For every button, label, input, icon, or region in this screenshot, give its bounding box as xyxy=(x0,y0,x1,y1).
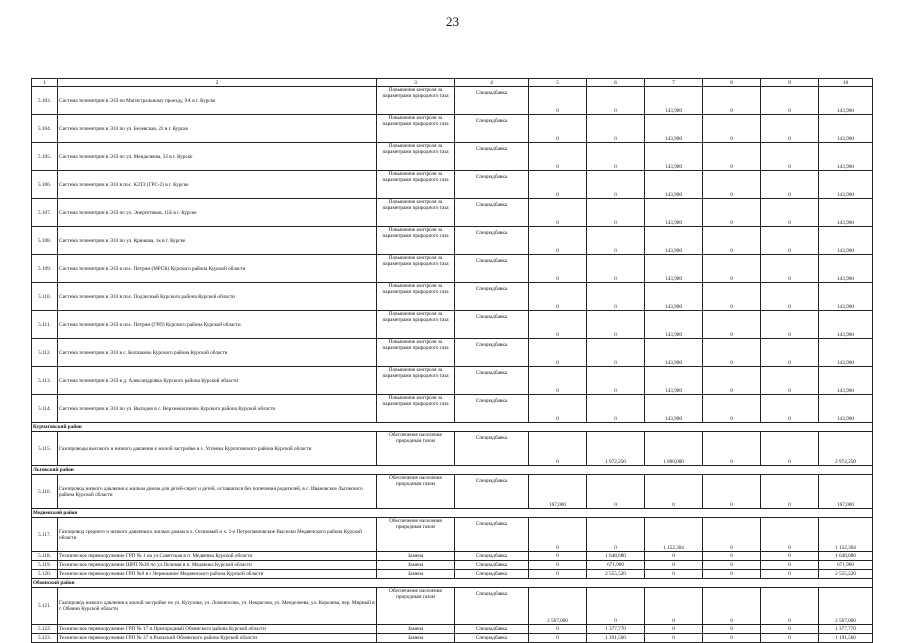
row-number: 5.112. xyxy=(32,339,58,367)
purpose-cell: Повышение контроля за параметрами природного газа xyxy=(377,171,455,199)
value-cell: 0 xyxy=(645,570,703,579)
value-cell: 671,960 xyxy=(587,561,645,570)
value-cell: 143,900 xyxy=(645,171,703,199)
value-cell: 0 xyxy=(761,432,819,466)
object-name: Система телеметрии в ЭЗЗ в д. Александровка Курского района Курской области xyxy=(58,367,377,395)
purpose-cell: Обеспечение населения природным газом xyxy=(377,475,455,509)
value-cell: 0 xyxy=(761,227,819,255)
object-name: Техническое перевооружение ГРП № 1 на ул.Советская в п. Медвенка Курской области xyxy=(58,552,377,561)
value-cell: 0 xyxy=(529,115,587,143)
section-row xyxy=(32,579,873,588)
value-cell: 0 xyxy=(587,367,645,395)
purpose-cell: Повышение контроля за параметрами природного газа xyxy=(377,311,455,339)
value-cell: 0 xyxy=(703,339,761,367)
value-cell: 0 xyxy=(703,227,761,255)
total-cell: 2 972,250 xyxy=(819,432,873,466)
purpose-cell: Повышение контроля за параметрами природного газа xyxy=(377,227,455,255)
value-cell: 0 xyxy=(645,552,703,561)
funding-source: Спецнадбавка xyxy=(455,115,529,143)
funding-source: Спецнадбавка xyxy=(455,255,529,283)
row-number: 5.109. xyxy=(32,255,58,283)
object-name: Газопровод среднего и низкого давления к жилым домам в х. Осиновый и х. 2-е Петропавловские Выселки Медвенского района Курской области xyxy=(58,518,377,552)
total-cell: 2 555,520 xyxy=(819,570,873,579)
table-row xyxy=(32,588,873,625)
object-name: Система телеметрии в ЭЗЗ в пос. Подлесный Курского района Курской области xyxy=(58,283,377,311)
funding-source: Спецнадбавка xyxy=(455,561,529,570)
value-cell: 0 xyxy=(703,395,761,423)
object-name: Система телеметрии в ЭЗЗ в пос. Петрин (ГРП) Курского района Курской области xyxy=(58,311,377,339)
section-row xyxy=(32,423,873,432)
column-number: 1 xyxy=(32,79,58,87)
object-name: Техническое перевооружение ГРП № 17 п.Пригородный Обоянского района Курской области xyxy=(58,625,377,634)
purpose-cell: Обеспечение населения природным газом xyxy=(377,588,455,625)
purpose-cell: Замена xyxy=(377,570,455,579)
purpose-cell: Замена xyxy=(377,561,455,570)
row-number: 5.120. xyxy=(32,570,58,579)
row-number: 5.105. xyxy=(32,143,58,171)
table-row xyxy=(32,227,873,255)
value-cell: 0 xyxy=(529,625,587,634)
table-row xyxy=(32,395,873,423)
row-number: 5.103. xyxy=(32,87,58,115)
funding-source: Спецнадбавка xyxy=(455,143,529,171)
table-row xyxy=(32,115,873,143)
value-cell: 0 xyxy=(587,255,645,283)
funding-source: Спецнадбавка xyxy=(455,339,529,367)
object-name: Техническое перевооружение ГРП №9 в с.Чермошное Медвенского района Курской области xyxy=(58,570,377,579)
object-name: Система телеметрии в ЭЗЗ по ул. Крюкова, 1к в г. Курске xyxy=(58,227,377,255)
value-cell: 0 xyxy=(587,143,645,171)
section-title: Льговский район xyxy=(32,466,873,475)
value-cell: 0 xyxy=(587,395,645,423)
value-cell: 0 xyxy=(761,87,819,115)
value-cell: 0 xyxy=(587,588,645,625)
row-number: 5.119. xyxy=(32,561,58,570)
value-cell: 0 xyxy=(761,625,819,634)
value-cell: 0 xyxy=(703,199,761,227)
row-number: 5.123. xyxy=(32,634,58,643)
section-title: Обоянский район xyxy=(32,579,873,588)
value-cell: 0 xyxy=(587,227,645,255)
table-row xyxy=(32,87,873,115)
value-cell: 0 xyxy=(529,227,587,255)
value-cell: 0 xyxy=(529,518,587,552)
purpose-cell: Обеспечение населения природным газом xyxy=(377,518,455,552)
object-name: Система телеметрии в ЭЗЗ по ул. Энергетиков, 11Б в г. Курске xyxy=(58,199,377,227)
total-cell: 1 377,770 xyxy=(819,625,873,634)
value-cell: 0 xyxy=(703,518,761,552)
value-cell: 0 xyxy=(761,395,819,423)
funding-source: Спецнадбавка xyxy=(455,87,529,115)
value-cell: 143,900 xyxy=(645,283,703,311)
row-number: 5.111. xyxy=(32,311,58,339)
row-number: 5.114. xyxy=(32,395,58,423)
column-number: 2 xyxy=(58,79,377,87)
column-number: 8 xyxy=(703,79,761,87)
value-cell: 0 xyxy=(761,339,819,367)
value-cell: 0 xyxy=(703,588,761,625)
total-cell: 143,900 xyxy=(819,367,873,395)
value-cell: 0 xyxy=(761,283,819,311)
funding-source: Спецнадбавка xyxy=(455,432,529,466)
funding-source: Спецнадбавка xyxy=(455,199,529,227)
total-cell: 143,900 xyxy=(819,339,873,367)
value-cell: 1 000,000 xyxy=(645,432,703,466)
purpose-cell: Замена xyxy=(377,625,455,634)
value-cell: 0 xyxy=(529,561,587,570)
value-cell: 0 xyxy=(587,518,645,552)
value-cell: 143,900 xyxy=(645,255,703,283)
table-row xyxy=(32,311,873,339)
value-cell: 0 xyxy=(529,432,587,466)
value-cell: 0 xyxy=(703,143,761,171)
table-row xyxy=(32,171,873,199)
value-cell: 0 xyxy=(761,171,819,199)
value-cell: 143,900 xyxy=(645,395,703,423)
table-row xyxy=(32,255,873,283)
table-row xyxy=(32,367,873,395)
table-row xyxy=(32,432,873,466)
value-cell: 143,900 xyxy=(645,199,703,227)
object-name: Система телеметрии в ЭЗЗ по ул. Белевская, 22 в г. Курске xyxy=(58,115,377,143)
value-cell: 0 xyxy=(703,171,761,199)
object-name: Система телеметрии в ЭЗЗ по Магистральному проезду, 9А в г. Курске xyxy=(58,87,377,115)
value-cell: 0 xyxy=(529,395,587,423)
column-number: 6 xyxy=(587,79,645,87)
value-cell: 0 xyxy=(529,255,587,283)
total-cell: 143,900 xyxy=(819,115,873,143)
value-cell: 0 xyxy=(703,634,761,643)
value-cell: 0 xyxy=(703,561,761,570)
value-cell: 0 xyxy=(761,115,819,143)
total-cell: 671,960 xyxy=(819,561,873,570)
row-number: 5.116. xyxy=(32,475,58,509)
value-cell: 0 xyxy=(703,367,761,395)
total-cell: 143,900 xyxy=(819,199,873,227)
value-cell: 0 xyxy=(529,552,587,561)
total-cell: 143,900 xyxy=(819,255,873,283)
column-number: 3 xyxy=(377,79,455,87)
value-cell: 0 xyxy=(529,339,587,367)
object-name: Система телеметрии в ЭЗЗ по ул. Выгодня в с. Верхнекасиново Курского района Курской области xyxy=(58,395,377,423)
funding-source: Спецнадбавка xyxy=(455,625,529,634)
funding-source: Спецнадбавка xyxy=(455,634,529,643)
value-cell: 1 191,560 xyxy=(587,634,645,643)
funding-source: Спецнадбавка xyxy=(455,552,529,561)
value-cell: 1 648,680 xyxy=(587,552,645,561)
value-cell: 0 xyxy=(645,561,703,570)
value-cell: 0 xyxy=(761,561,819,570)
purpose-cell: Замена xyxy=(377,552,455,561)
purpose-cell: Повышение контроля за параметрами природного газа xyxy=(377,339,455,367)
purpose-cell: Повышение контроля за параметрами природного газа xyxy=(377,395,455,423)
table-body xyxy=(32,79,873,643)
row-number: 5.107. xyxy=(32,199,58,227)
value-cell: 0 xyxy=(645,475,703,509)
value-cell: 0 xyxy=(645,625,703,634)
value-cell: 0 xyxy=(761,518,819,552)
value-cell: 1 972,250 xyxy=(587,432,645,466)
value-cell: 143,900 xyxy=(645,87,703,115)
section-row xyxy=(32,466,873,475)
value-cell: 0 xyxy=(761,475,819,509)
value-cell: 0 xyxy=(703,255,761,283)
object-name: Система телеметрии в ЭЗЗ по ул. Менделеева, 32 в г. Курске xyxy=(58,143,377,171)
section-title: Медвенский район xyxy=(32,509,873,518)
total-cell: 143,900 xyxy=(819,87,873,115)
purpose-cell: Повышение контроля за параметрами природного газа xyxy=(377,87,455,115)
value-cell: 0 xyxy=(761,255,819,283)
table-row xyxy=(32,339,873,367)
object-name: Газопровод низкого давления к жилым домам для детей-сирот и детей, оставшихся без попечения родителей, в с. Ивановское Льговского района Курской области xyxy=(58,475,377,509)
investment-program-table xyxy=(31,78,873,643)
value-cell: 0 xyxy=(703,432,761,466)
value-cell: 2 555,520 xyxy=(587,570,645,579)
purpose-cell: Повышение контроля за параметрами природного газа xyxy=(377,115,455,143)
row-number: 5.121. xyxy=(32,588,58,625)
section-title: Курчатовский район xyxy=(32,423,873,432)
funding-source: Спецнадбавка xyxy=(455,171,529,199)
value-cell: 0 xyxy=(703,283,761,311)
table-row xyxy=(32,143,873,171)
row-number: 5.110. xyxy=(32,283,58,311)
funding-source: Спецнадбавка xyxy=(455,227,529,255)
funding-source: Спецнадбавка xyxy=(455,475,529,509)
value-cell: 0 xyxy=(587,311,645,339)
value-cell: 0 xyxy=(529,634,587,643)
purpose-cell: Обеспечение населения природным газом xyxy=(377,432,455,466)
object-name: Система телеметрии в ЭЗЗ в пос. Петрин (МРСК) Курского района Курской области xyxy=(58,255,377,283)
purpose-cell: Повышение контроля за параметрами природного газа xyxy=(377,255,455,283)
table-row xyxy=(32,475,873,509)
value-cell: 0 xyxy=(587,171,645,199)
object-name: Техническое перевооружение ШРП №36 по ул.Полевая в п. Медвенка Курской области xyxy=(58,561,377,570)
object-name: Техническое перевооружение ГРП № 37 п.Рыльский Обоянского района Курской области xyxy=(58,634,377,643)
row-number: 5.113. xyxy=(32,367,58,395)
funding-source: Спецнадбавка xyxy=(455,283,529,311)
funding-source: Спецнадбавка xyxy=(455,518,529,552)
value-cell: 1 152,304 xyxy=(645,518,703,552)
value-cell: 143,900 xyxy=(645,367,703,395)
funding-source: Спецнадбавка xyxy=(455,570,529,579)
total-cell: 143,900 xyxy=(819,227,873,255)
value-cell: 0 xyxy=(703,552,761,561)
value-cell: 143,900 xyxy=(645,339,703,367)
funding-source: Спецнадбавка xyxy=(455,588,529,625)
value-cell: 0 xyxy=(587,199,645,227)
row-number: 5.117. xyxy=(32,518,58,552)
row-number: 5.104. xyxy=(32,115,58,143)
column-number: 7 xyxy=(645,79,703,87)
purpose-cell: Повышение контроля за параметрами природного газа xyxy=(377,199,455,227)
column-number: 10 xyxy=(819,79,873,87)
total-cell: 167,000 xyxy=(819,475,873,509)
value-cell: 0 xyxy=(703,475,761,509)
column-number: 5 xyxy=(529,79,587,87)
value-cell: 0 xyxy=(529,311,587,339)
value-cell: 0 xyxy=(761,199,819,227)
value-cell: 2 567,000 xyxy=(529,588,587,625)
value-cell: 0 xyxy=(761,634,819,643)
value-cell: 143,900 xyxy=(645,227,703,255)
total-cell: 143,900 xyxy=(819,395,873,423)
total-cell: 143,900 xyxy=(819,171,873,199)
column-number: 9 xyxy=(761,79,819,87)
value-cell: 0 xyxy=(587,339,645,367)
value-cell: 0 xyxy=(645,588,703,625)
value-cell: 0 xyxy=(703,311,761,339)
column-number-row xyxy=(32,79,873,87)
value-cell: 0 xyxy=(529,87,587,115)
value-cell: 0 xyxy=(703,115,761,143)
object-name: Система телеметрии в ЭЗЗ в с. Колпаково Курского района Курской области xyxy=(58,339,377,367)
row-number: 5.118. xyxy=(32,552,58,561)
value-cell: 0 xyxy=(529,199,587,227)
row-number: 5.108. xyxy=(32,227,58,255)
table-row xyxy=(32,199,873,227)
value-cell: 0 xyxy=(645,634,703,643)
total-cell: 1 191,560 xyxy=(819,634,873,643)
funding-source: Спецнадбавка xyxy=(455,367,529,395)
table-row xyxy=(32,552,873,561)
total-cell: 143,900 xyxy=(819,283,873,311)
table-row xyxy=(32,625,873,634)
value-cell: 0 xyxy=(529,143,587,171)
value-cell: 0 xyxy=(587,87,645,115)
page-number: 23 xyxy=(446,14,459,29)
total-cell: 143,900 xyxy=(819,143,873,171)
value-cell: 0 xyxy=(587,283,645,311)
value-cell: 143,900 xyxy=(645,311,703,339)
value-cell: 0 xyxy=(761,570,819,579)
total-cell: 2 567,000 xyxy=(819,588,873,625)
value-cell: 1 377,770 xyxy=(587,625,645,634)
funding-source: Спецнадбавка xyxy=(455,311,529,339)
total-cell: 1 648,680 xyxy=(819,552,873,561)
row-number: 5.106. xyxy=(32,171,58,199)
column-number: 4 xyxy=(455,79,529,87)
row-number: 5.122. xyxy=(32,625,58,634)
value-cell: 0 xyxy=(761,367,819,395)
value-cell: 0 xyxy=(761,311,819,339)
table-row xyxy=(32,634,873,643)
value-cell: 0 xyxy=(587,475,645,509)
purpose-cell: Повышение контроля за параметрами природного газа xyxy=(377,367,455,395)
funding-source: Спецнадбавка xyxy=(455,395,529,423)
value-cell: 0 xyxy=(761,588,819,625)
purpose-cell: Повышение контроля за параметрами природного газа xyxy=(377,143,455,171)
row-number: 5.115. xyxy=(32,432,58,466)
total-cell: 1 152,304 xyxy=(819,518,873,552)
value-cell: 0 xyxy=(529,367,587,395)
value-cell: 0 xyxy=(587,115,645,143)
object-name: Газопровод низкого давления к жилой застройке по ул. Кутузова, ул. Ломоносова, ул. Некрасова, ул. Менделеева, ул. Королева, пер. Мирный в г. Обояни Курской области xyxy=(58,588,377,625)
value-cell: 143,900 xyxy=(645,115,703,143)
object-name: Газопроводы высокого и низкого давления к жилой застройке в с. Успенка Курчатовского района Курской области xyxy=(58,432,377,466)
value-cell: 0 xyxy=(703,570,761,579)
value-cell: 143,900 xyxy=(645,143,703,171)
value-cell: 0 xyxy=(761,143,819,171)
value-cell: 0 xyxy=(529,283,587,311)
table-row xyxy=(32,283,873,311)
section-row xyxy=(32,509,873,518)
table-row xyxy=(32,570,873,579)
table-row xyxy=(32,561,873,570)
object-name: Система телеметрии в ЭЗЗ в пос. КЗТЗ (ГРС-2) в г. Курске xyxy=(58,171,377,199)
purpose-cell: Замена xyxy=(377,634,455,643)
total-cell: 143,900 xyxy=(819,311,873,339)
value-cell: 167,000 xyxy=(529,475,587,509)
purpose-cell: Повышение контроля за параметрами природного газа xyxy=(377,283,455,311)
value-cell: 0 xyxy=(529,171,587,199)
value-cell: 0 xyxy=(529,570,587,579)
table-row xyxy=(32,518,873,552)
value-cell: 0 xyxy=(703,625,761,634)
value-cell: 0 xyxy=(761,552,819,561)
value-cell: 0 xyxy=(703,87,761,115)
